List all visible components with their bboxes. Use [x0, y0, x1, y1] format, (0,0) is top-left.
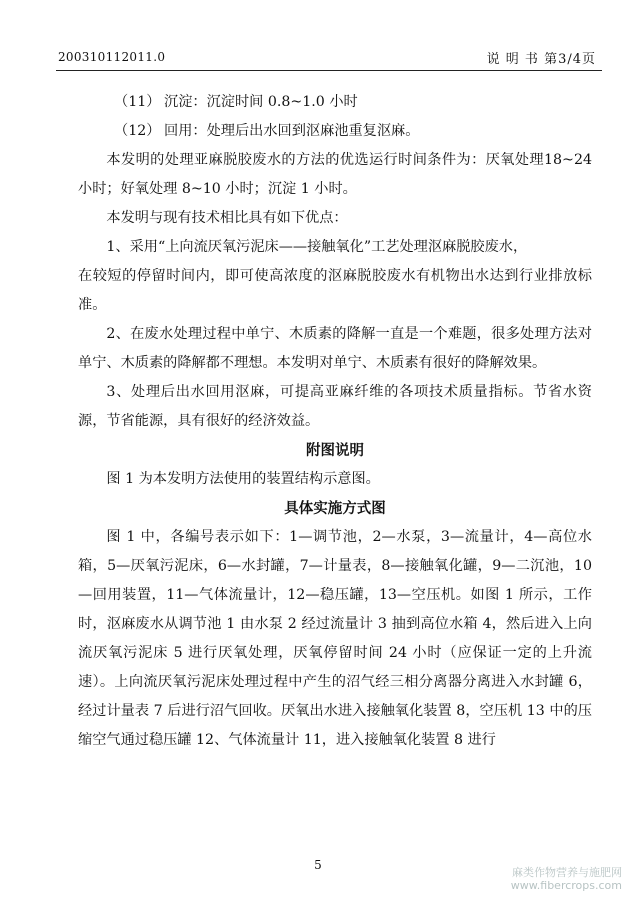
step-text: 沉淀：沉淀时间 0.8~1.0 小时: [164, 94, 358, 110]
optimal-conditions-paragraph: 本发明的处理亚麻脱胶废水的方法的优选运行时间条件为：厌氧处理18~24 小时；好氧处理 8~10 小时；沉淀 1 小时。: [78, 152, 592, 197]
watermark-url: www.fibercrops.com: [510, 879, 622, 892]
implementation-section-heading: 具体实施方式图: [284, 500, 386, 517]
document-label: 说 明 书 第3/4页: [486, 52, 596, 67]
figure-description: 图 1 为本发明方法使用的装置结构示意图。: [106, 471, 380, 487]
figure-section-heading: 附图说明: [306, 442, 364, 459]
step-text: 回用：处理后出水回到沤麻池重复沤麻。: [164, 123, 420, 139]
step-number: （11）: [114, 94, 161, 110]
implementation-text: 图 1 中，各编号表示如下：1—调节池，2—水泵，3—流量计，4—高位水箱，5—厌氧污泥床，6—水封罐，7—计量表，8—接触氧化罐，9—二沉池，10—回用装置，11—气体流量计，12—稳压罐，13—空压机。如图 1 所示，工作时，沤麻废水从调节池 1 由水泵 2 经过流量计 3 抽到高位水箱 4，然后进入上向流厌氧污泥床 5 进行厌氧处理，厌氧停留时间 24 小时（应保证一定的上升流速）。上向流厌氧污泥床处理过程中产生的沼气经三相分离器分离进入水封罐 6，经过计量表 7 后进行沼气回收。厌氧出水进入接触氧化装置 8，空压机 13 中的压缩空气通过稳压罐 12、气体流量计 11，进入接触氧化装置 8 进行: [78, 529, 592, 748]
step-number: （12）: [114, 123, 161, 139]
advantage-1-continued: 在较短的停留时间内，即可使高浓度的沤麻脱胶废水有机物出水达到行业排放标准。: [78, 268, 592, 313]
watermark-title: 麻类作物营养与施肥网: [512, 866, 622, 879]
header-divider: [56, 70, 602, 71]
page-body: [78, 88, 592, 755]
step-item: [78, 117, 592, 146]
watermark: [511, 866, 622, 892]
advantages-intro: 本发明与现有技术相比具有如下优点：: [106, 210, 348, 226]
advantage-2: 2、在废水处理过程中单宁、木质素的降解一直是一个难题，很多处理方法对单宁、木质素的降解都不理想。本发明对单宁、木质素有很好的降解效果。: [78, 326, 592, 371]
document-number: 200310112011.0: [58, 50, 166, 64]
advantage-1: 1、采用“上向流厌氧污泥床——接触氧化”工艺处理沤麻脱胶废水，: [106, 239, 528, 255]
step-item: [78, 88, 592, 117]
advantage-3: 3、处理后出水回用沤麻，可提高亚麻纤维的各项技术质量指标。节省水资源，节省能源，具有很好的经济效益。: [78, 384, 592, 429]
page-number: 5: [314, 858, 322, 872]
